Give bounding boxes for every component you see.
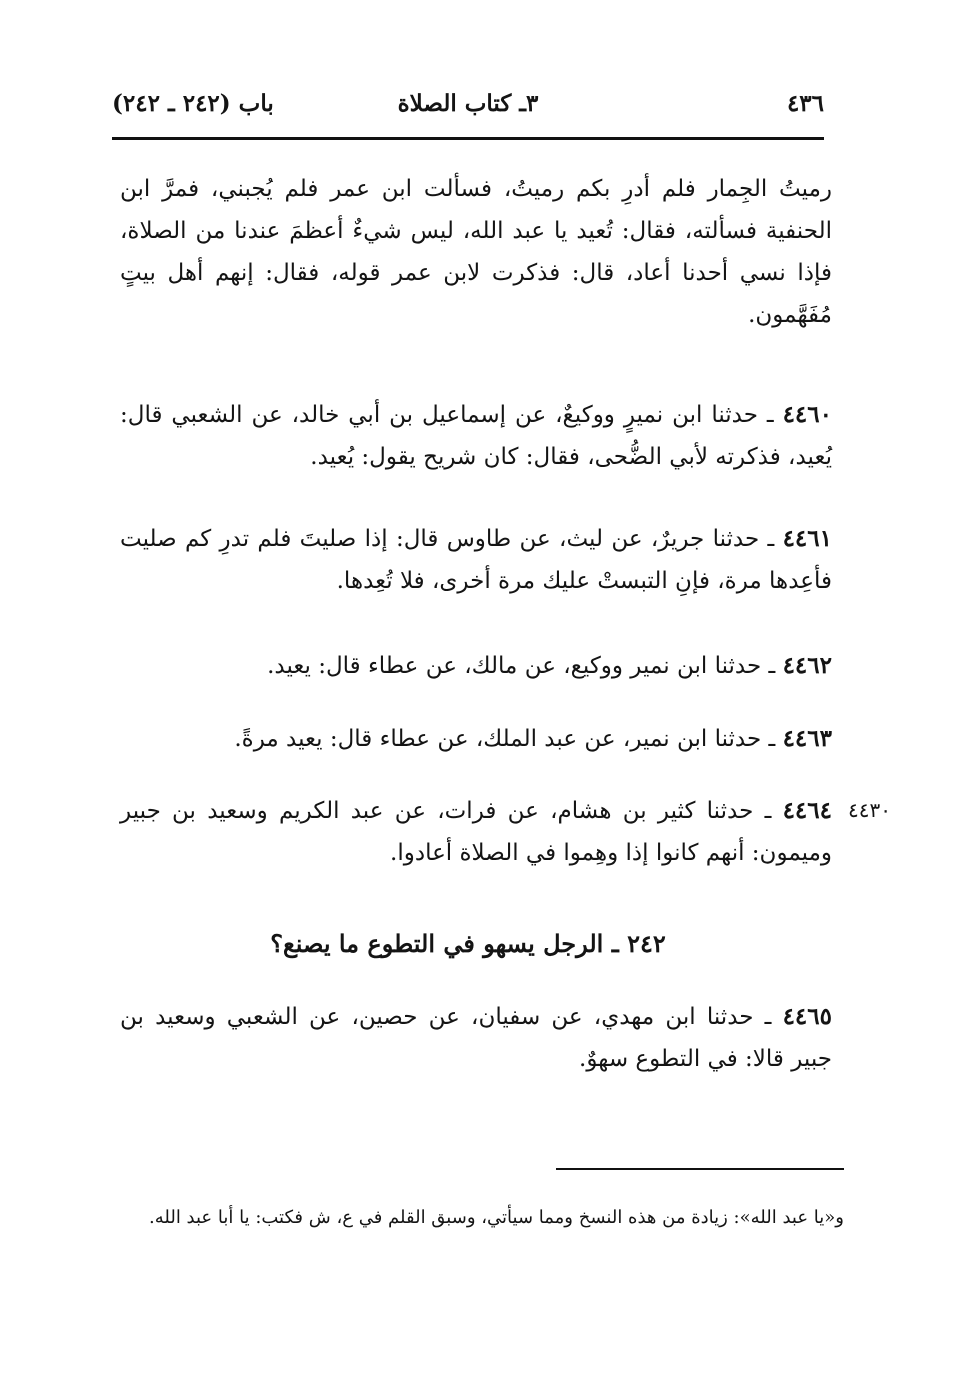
footnote-rule [556, 1168, 844, 1170]
page-header [112, 86, 824, 130]
hadith-text: ـ حدثنا ابن نميرٍ ووكيعٌ، عن إسماعيل بن أبي خالد، عن الشعبي قال: يُعيد، فذكرته لأبي الضُّحى، فقال: كان شريح يقول: يُعيد. [120, 402, 832, 470]
hadith-number: ٤٤٦٤ [782, 797, 832, 824]
hadith-number: ٤٤٦٥ [782, 1003, 832, 1030]
hadith-number: ٤٤٦٠ [782, 401, 832, 428]
paragraph-continuation [120, 168, 832, 336]
hadith-4465 [120, 996, 832, 1080]
margin-number: ٤٤٣٠ [848, 798, 891, 822]
hadith-text: ـ حدثنا جريرٌ، عن ليث، عن طاوس قال: إذا صليتَ فلم تدرِ كم صليت فأعِدها مرة، فإنِ التبستْ عليك مرة أخرى، فلا تُعِدها. [120, 526, 832, 594]
section-title: ٢٤٢ ـ الرجل يسهو في التطوع ما يصنع؟ [270, 929, 666, 958]
hadith-4461 [120, 518, 832, 602]
section-range: باب (٢٤٢ ـ ٢٤٢) [112, 90, 274, 117]
hadith-4463 [120, 718, 832, 760]
hadith-4460 [120, 394, 832, 478]
hadith-number: ٤٤٦٢ [782, 652, 832, 679]
chapter-title: ٣ـ كتاب الصلاة [397, 90, 539, 117]
hadith-number: ٤٤٦١ [782, 525, 832, 552]
hadith-text: ـ حدثنا كثير بن هشام، عن فرات، عن عبد الكريم وسعيد بن جبير وميمون: أنهم كانوا إذا وهِموا في الصلاة أعادوا. [120, 798, 832, 866]
hadith-4462 [120, 645, 832, 687]
hadith-text: ـ حدثنا ابن مهدي، عن سفيان، عن حصين، عن الشعبي وسعيد بن جبير قالا: في التطوع سهوٌ. [120, 1004, 832, 1072]
hadith-text: ـ حدثنا ابن نمير، عن عبد الملك، عن عطاء قال: يعيد مرةً. [234, 726, 783, 752]
hadith-4464 [120, 790, 832, 874]
hadith-number: ٤٤٦٣ [782, 725, 832, 752]
paragraph-text: رميتُ الجِمار فلم أدرِ بكم رميتُ، فسألت ابن عمر فلم يُجبني، فمرَّ ابن الحنفية فسألته، فقال: تُعيد يا عبد الله، ليس شيءٌ أعظمَ عندنا من الصلاة، فإذا نسي أحدنا أعاد، قال: فذكرت لابن عمر قوله، فقال: إنهم أهل بيتٍ مُفَهَّمون. [120, 176, 832, 328]
hadith-text: ـ حدثنا ابن نمير ووكيع، عن مالك، عن عطاء قال: يعيد. [267, 653, 783, 679]
page-number: ٤٣٦ [786, 90, 824, 117]
header-rule [112, 137, 824, 140]
footnote: و«يا عبد الله»: زيادة من هذه النسخ ومما سيأتي، وسبق القلم في ع، ش فكتب: يا أبا عبد الله. [149, 1207, 844, 1228]
